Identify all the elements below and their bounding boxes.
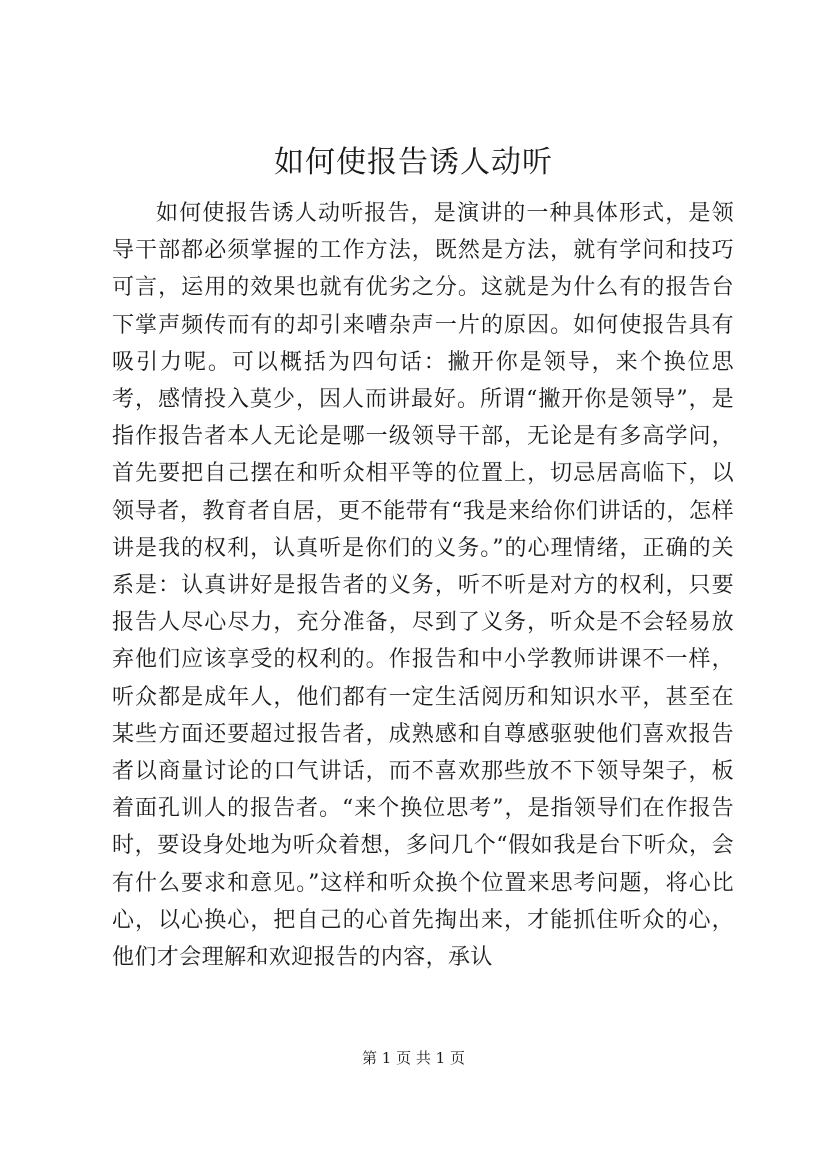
page-number-footer: 第 1 页 共 1 页 bbox=[362, 1049, 465, 1067]
document-body-paragraph: 如何使报告诱人动听报告，是演讲的一种具体形式，是领导干部都必须掌握的工作方法，既然是方法，就有学问和技巧可言，运用的效果也就有优劣之分。这就是为什么有的报告台下掌声频传而有的却引来嘈杂声一片的原因。如何使报告具有吸引力呢。可以概括为四句话：撇开你是领导，来个换位思考，感情投入莫少，因人而讲最好。所谓“撇开你是领导”，是指作报告者本人无论是哪一级领导干部，无论是有多高学问，首先要把自己摆在和听众相平等的位置上，切忌居高临下，以领导者，教育者自居，更不能带有“我是来给你们讲话的，怎样讲是我的权利，认真听是你们的义务。”的心理情绪，正确的关系是：认真讲好是报告者的义务，听不听是对方的权利，只要报告人尽心尽力，充分准备，尽到了义务，听众是不会轻易放弃他们应该享受的权利的。作报告和中小学教师讲课不一样，听众都是成年人，他们都有一定生活阅历和知识水平，甚至在某些方面还要超过报告者，成熟感和自尊感驱驶他们喜欢报告者以商量讨论的口气讲话，而不喜欢那些放不下领导架子，板着面孔训人的报告者。“来个换位思考”，是指领导们在作报告时，要设身处地为听众着想，多问几个“假如我是台下听众，会有什么要求和意见。”这样和听众换个位置来思考问题，将心比心，以心换心，把自己的心首先掏出来，才能抓住听众的心，他们才会理解和欢迎报告的内容，承认 bbox=[112, 201, 734, 971]
document-title: 如何使报告诱人动听 bbox=[274, 145, 553, 180]
